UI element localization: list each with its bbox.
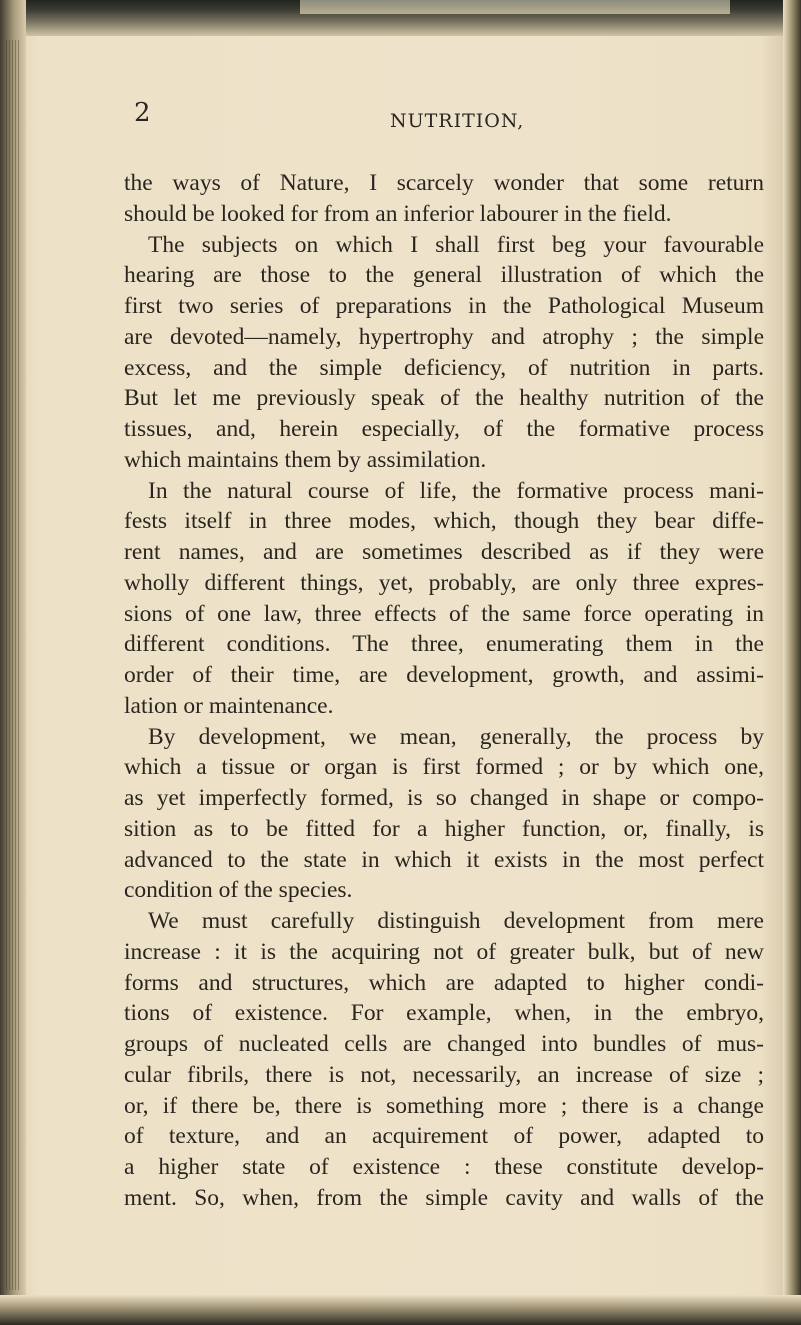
text-line: the ways of Nature, I scarcely wonder that some return <box>124 170 764 196</box>
page-top-highlight <box>300 0 730 14</box>
text-line: sition as to be fitted for a higher function, or, finally, is <box>124 815 764 842</box>
text-line: rent names, and are sometimes described as if they were <box>124 539 764 565</box>
page-bottom-edge <box>0 1295 801 1325</box>
text-line: increase : it is the acquiring not of greater bulk, but of new <box>124 938 764 965</box>
text-line: lation or maintenance. <box>124 692 334 719</box>
body-text <box>124 168 764 1214</box>
text-line: condition of the species. <box>124 877 353 904</box>
text-line: order of their time, are development, growth, and assimi- <box>124 662 764 688</box>
text-line: In the natural course of life, the formative process mani- <box>148 477 764 504</box>
text-line: first two series of preparations in the Pathological Museum <box>124 293 764 319</box>
running-head: NUTRITION, <box>390 110 525 132</box>
text-line: tissues, and, herein especially, of the formative process <box>124 416 764 442</box>
text-line: ment. So, when, from the simple cavity and walls of the <box>124 1184 764 1211</box>
text-line: sions of one law, three effects of the same force operating in <box>124 600 764 627</box>
text-line: hearing are those to the general illustration of which the <box>124 262 764 289</box>
text-line: should be looked for from an inferior labourer in the field. <box>124 200 672 227</box>
text-line: or, if there be, there is something more ; there is a change <box>124 1092 764 1119</box>
text-line: different conditions. The three, enumerating them in the <box>124 631 764 658</box>
text-line: The subjects on which I shall first beg your favourable <box>148 231 764 258</box>
text-line: But let me previously speak of the healthy nutrition of the <box>124 385 764 412</box>
text-line: a higher state of existence : these constitute develop- <box>124 1154 764 1180</box>
text-line: advanced to the state in which it exists in the most perfect <box>124 846 764 873</box>
text-line: wholly different things, yet, probably, are only three expres- <box>124 569 764 596</box>
text-line: which a tissue or organ is first formed ; or by which one, <box>124 754 764 781</box>
page-number: 2 <box>134 98 151 128</box>
text-line: which maintains them by assimilation. <box>124 446 487 473</box>
text-line: excess, and the simple deficiency, of nutrition in parts. <box>124 354 764 381</box>
text-line: are devoted—namely, hypertrophy and atrophy ; the simple <box>124 323 764 350</box>
text-line: cular fibrils, there is not, necessarily, an increase of size ; <box>124 1061 764 1088</box>
page-right-edge <box>783 0 801 1325</box>
text-line: as yet imperfectly formed, is so changed in shape or compo- <box>124 785 764 811</box>
text-line: We must carefully distinguish development from mere <box>148 908 764 934</box>
text-line: By development, we mean, generally, the process by <box>148 723 764 750</box>
text-line: forms and structures, which are adapted to higher condi- <box>124 969 764 996</box>
text-line: of texture, and an acquirement of power, adapted to <box>124 1123 764 1150</box>
text-line: fests itself in three modes, which, though they bear diffe- <box>124 508 764 535</box>
page-stack-lines <box>6 40 20 1290</box>
text-line: groups of nucleated cells are changed into bundles of mus- <box>124 1031 764 1057</box>
text-line: tions of existence. For example, when, in the embryo, <box>124 1000 764 1027</box>
